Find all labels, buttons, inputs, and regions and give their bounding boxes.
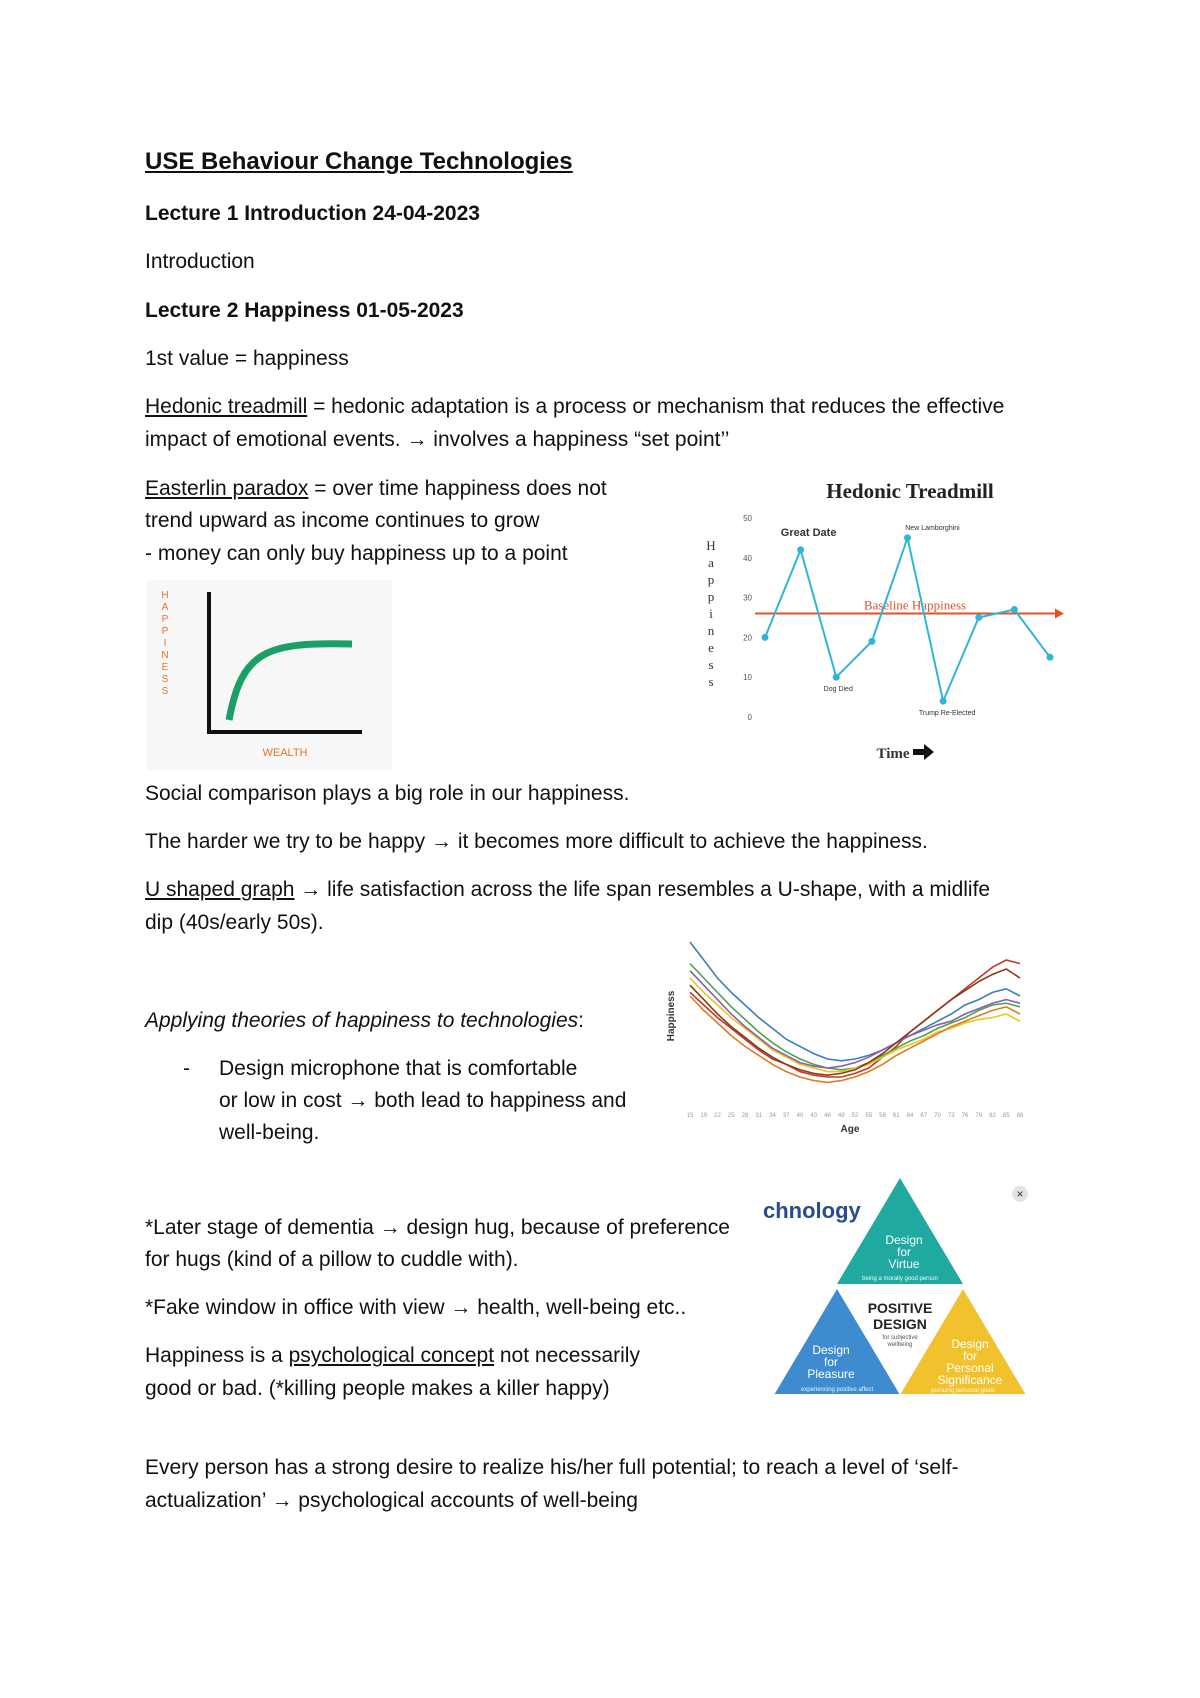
baseline-arrowhead-icon [1055,609,1064,619]
applying-theories-heading: Applying theories of happiness to technologies [145,1009,579,1032]
treadmill-y-tick: 0 [747,713,752,722]
harder-we-try-text: The harder we try to be happy → it becomes more difficult to achieve the happiness. [145,830,928,853]
ushape-x-tick: 19 [700,1113,708,1119]
ushape-x-tick: 67 [920,1113,928,1119]
happiness-point [797,546,804,553]
pleasure-label-3: Pleasure [807,1367,855,1381]
treadmill-title: Hedonic Treadmill [826,479,994,503]
ushape-x-ticks [687,1113,1024,1119]
bullet-line-3: well-being. [219,1121,320,1144]
ushape-x-tick: 64 [906,1113,914,1119]
psych-pre: Happiness is a [145,1344,289,1367]
treadmill-ylabel-letter: H [706,538,716,553]
treadmill-y-tick: 40 [743,553,752,563]
happiness-point [904,534,911,541]
ushape-x-tick: 52 [851,1113,859,1119]
happiness-point [975,614,982,621]
wealth-ylabel-letter: A [161,602,169,613]
treadmill-y-tick: 10 [743,673,752,683]
fake-window-text: *Fake window in office with view → health, well-being etc.. [145,1296,687,1319]
treadmill-ylabel [706,538,715,689]
applying-colon: : [578,1009,584,1032]
wealth-ylabel-letter: N [161,650,169,661]
happiness-line [765,538,1050,701]
treadmill-ylabel-letter: e [708,640,714,655]
wealth-ylabel-letter: P [161,626,169,637]
pleasure-label-1: Design [812,1343,850,1357]
dementia-line-2: for hugs (kind of a pillow to cuddle with). [145,1248,519,1271]
hedonic-treadmill-line-2: impact of emotional events. → involves a happiness “set point’’ [145,428,730,451]
easterlin-definition: = over time happiness does not [308,477,607,500]
treadmill-xlabel: Time [876,746,910,762]
applying-theories-line [145,1005,584,1037]
ushape-x-tick: 37 [782,1113,790,1119]
pleasure-label-2: for [823,1355,839,1369]
treadmill-ylabel-letter: s [708,674,714,689]
easterlin-line-3: - money can only buy happiness up to a point [145,542,568,565]
wealth-happiness-figure [147,580,392,770]
center-sub-2: wellbeing [887,1342,913,1348]
wealth-ylabel-letter: E [161,662,169,673]
self-actualization-line-2: actualization’ → psychological accounts of well-being [145,1489,638,1512]
ushape-x-tick: 49 [837,1113,845,1119]
treadmill-ylabel-letter: n [707,623,715,638]
wealth-ylabel-letter: P [161,614,169,625]
hedonic-treadmill-term: Hedonic treadmill [145,395,308,418]
ushape-x-tick: 88 [1016,1113,1024,1119]
document-title: USE Behaviour Change Technologies [145,148,573,175]
center-title-1: POSITIVE [867,1300,933,1316]
happiness-point [1047,654,1054,661]
treadmill-ylabel-letter: p [707,572,715,587]
hedonic-treadmill-definition: = hedonic adaptation is a process or mechanism that reduces the effective [307,395,1005,418]
wealth-ylabel-letter: S [161,674,169,685]
first-value-text: 1st value = happiness [145,347,349,370]
treadmill-y-tick: 20 [743,633,752,643]
ushape-x-tick: 61 [892,1113,900,1119]
ushape-x-tick: 55 [865,1113,873,1119]
easterlin-paradox-term: Easterlin paradox [145,477,309,500]
bullet-line-1: Design microphone that is comfortable [219,1057,578,1080]
ushape-x-tick: 34 [769,1113,776,1119]
psych-concept-line-1 [145,1340,640,1372]
wealth-ylabel-letter: H [161,590,169,601]
personal-label-4: Significance [937,1373,1003,1387]
treadmill-ylabel-letter: p [707,589,715,604]
treadmill-annotation: Great Date [780,526,837,539]
ushape-x-tick: 22 [714,1113,721,1119]
center-sub-1: for subjective [882,1335,918,1341]
happiness-point [940,698,947,705]
ushape-series [690,942,1020,1082]
happiness-point [833,674,840,681]
ushape-x-tick: 85 [1002,1113,1010,1119]
virtue-label-2: for [896,1245,912,1259]
treadmill-y-tick: 30 [743,593,752,603]
ushape-x-tick: 70 [934,1113,941,1119]
psych-post: not necessarily [494,1344,640,1367]
ushape-x-tick: 28 [741,1113,749,1119]
close-icon[interactable]: × [1016,1187,1024,1201]
ushape-ylabel: Happiness [666,990,677,1042]
ushape-x-tick: 73 [947,1113,955,1119]
bullet-dash: - [183,1057,190,1080]
time-arrow-icon [913,744,934,760]
treadmill-annotation: Dog Died [823,686,853,694]
ushape-x-tick: 76 [961,1113,969,1119]
ushape-x-tick: 43 [810,1113,818,1119]
ushape-x-tick: 15 [686,1113,694,1119]
easterlin-line-1 [145,473,607,505]
happiness-point [868,638,875,645]
lecture-1-heading: Lecture 1 Introduction 24-04-2023 [145,202,480,225]
treadmill-series [762,534,1054,704]
psychological-concept-term: psychological concept [288,1344,495,1367]
treadmill-ylabel-letter: i [709,606,713,621]
positive-design-figure [763,1166,1038,1394]
bullet-line-2: or low in cost → both lead to happiness and [219,1089,627,1112]
psych-concept-line-2: good or bad. (*killing people makes a killer happy) [145,1377,610,1400]
hedonic-treadmill-chart [700,476,1080,766]
treadmill-annotation: Trump Re-Elected [918,710,976,718]
personal-label-2: for [962,1349,978,1363]
introduction-text: Introduction [145,250,255,273]
personal-label-1: Design [951,1337,989,1351]
virtue-label-1: Design [885,1233,923,1247]
wealth-xlabel: WEALTH [262,747,308,759]
personal-sub: pursuing personal goals [931,1388,995,1394]
treadmill-ylabel-letter: s [708,657,714,672]
ushape-x-tick: 82 [989,1113,996,1119]
self-actualization-line-1: Every person has a strong desire to realize his/her full potential; to reach a level of ‘self- [145,1456,959,1479]
ushape-series-line [690,978,1020,1072]
personal-label-3: Personal [946,1361,994,1375]
treadmill-annotation: New Lamborghini [905,524,960,532]
ushape-series-line [690,964,1020,1070]
ushape-x-tick: 79 [975,1113,983,1119]
easterlin-line-2: trend upward as income continues to grow [145,509,540,532]
social-comparison-text: Social comparison plays a big role in our happiness. [145,782,630,805]
lecture-2-heading: Lecture 2 Happiness 01-05-2023 [145,299,464,322]
u-shaped-graph-term: U shaped graph [145,878,295,901]
wealth-ylabel-letter: S [161,686,169,697]
treadmill-y-tick: 50 [743,514,752,523]
virtue-label-3: Virtue [888,1257,920,1271]
happiness-point [1011,606,1018,613]
ushape-xlabel: Age [840,1124,860,1135]
virtue-sub: being a morally good person [862,1276,938,1282]
baseline-label: Baseline Happiness [863,597,967,613]
ushape-x-tick: 40 [796,1113,804,1119]
hedonic-treadmill-line-1 [145,391,1004,423]
treadmill-y-ticks [743,514,752,722]
happiness-point [762,634,769,641]
u-shaped-definition: → life satisfaction across the life span resembles a U-shape, with a midlife [294,878,991,901]
ushape-x-tick: 31 [755,1113,763,1119]
wealth-ylabel-letter: I [163,638,167,649]
u-shaped-line-1 [145,874,990,906]
ushape-x-tick: 46 [824,1113,831,1119]
dementia-line-1: *Later stage of dementia → design hug, because of preference [145,1216,730,1239]
ushape-x-tick: 58 [879,1113,886,1119]
u-shaped-happiness-chart [660,916,1030,1136]
ushape-x-tick: 25 [727,1113,735,1119]
u-shaped-line-2: dip (40s/early 50s). [145,911,324,934]
pleasure-sub: experiencing positive affect [800,1387,874,1393]
technology-fragment: chnology [763,1198,861,1223]
center-title-2: DESIGN [873,1316,927,1332]
treadmill-ylabel-letter: a [708,555,714,570]
